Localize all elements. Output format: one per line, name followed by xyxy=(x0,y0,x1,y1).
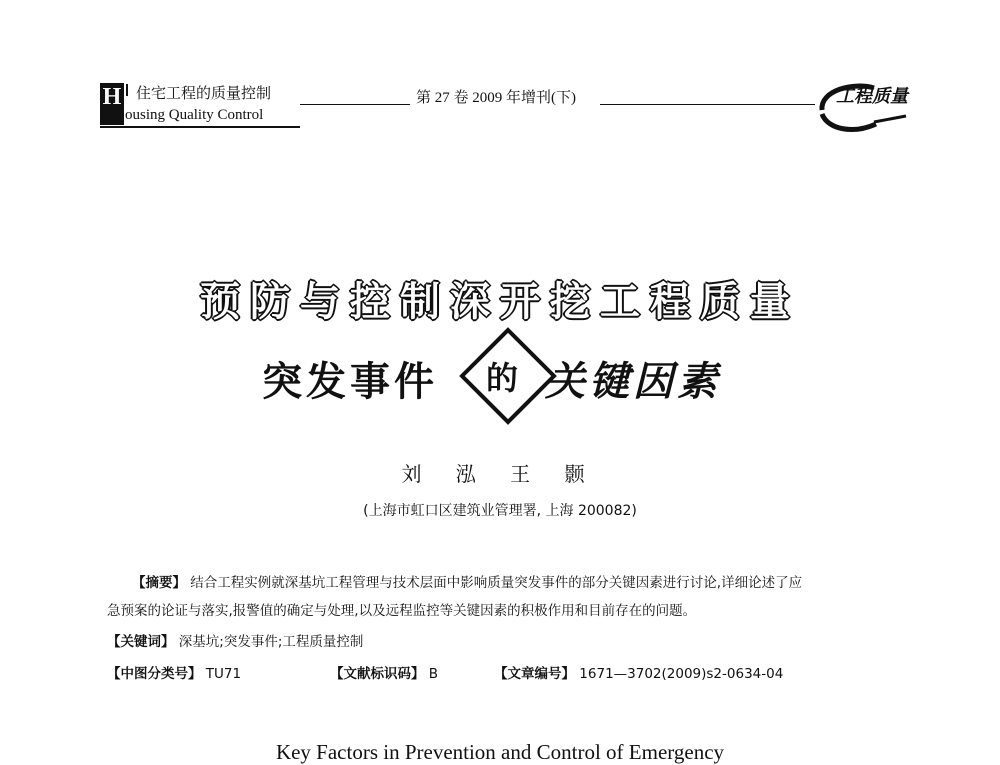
article-number-value: 1671—3702(2009)s2-0634-04 xyxy=(579,666,784,682)
article-number xyxy=(494,662,783,682)
keywords xyxy=(107,630,363,650)
abstract-line1 xyxy=(132,571,802,591)
logo-text: 工程质量 xyxy=(836,86,908,107)
affiliation: (上海市虹口区建筑业管理署, 上海 200082) xyxy=(363,503,637,519)
section-title-en: ousing Quality Control xyxy=(125,107,264,123)
authors: 刘 泓 王 颢 xyxy=(401,462,599,486)
article-number-label: 【文章编号】 xyxy=(494,666,575,682)
section-title-cn: 住宅工程的质量控制 xyxy=(136,84,272,102)
badge-tick xyxy=(126,84,128,96)
paper-title-line2-left: 突发事件 xyxy=(262,359,438,405)
keywords-value: 深基坑;突发事件;工程质量控制 xyxy=(178,634,364,650)
volume-info: 第 27 卷 2009 年增刊(下) xyxy=(416,90,576,106)
document-code xyxy=(330,662,438,682)
header-rule xyxy=(600,104,815,105)
journal-badge: H xyxy=(100,83,124,125)
classification-value: TU71 xyxy=(205,666,242,682)
paper-title-line2-right: 关键因素 xyxy=(545,359,721,405)
english-title: Key Factors in Prevention and Control of Emergency xyxy=(275,740,725,764)
document-code-label: 【文献标识码】 xyxy=(330,666,425,682)
abstract-text-2: 急预案的论证与落实,报警值的确定与处理,以及远程监控等关键因素的积极作用和目前存在的问题。 xyxy=(107,603,697,619)
classification-label: 【中图分类号】 xyxy=(107,666,202,682)
paper-title-line2-mid: 的 xyxy=(486,359,519,397)
header-underline xyxy=(100,126,300,128)
abstract-text-1: 结合工程实例就深基坑工程管理与技术层面中影响质量突发事件的部分关键因素进行讨论,详细论述了应 xyxy=(190,575,803,591)
header-rule xyxy=(300,104,410,105)
keywords-label: 【关键词】 xyxy=(107,634,175,650)
document-code-value: B xyxy=(428,666,439,682)
abstract-label: 【摘要】 xyxy=(132,575,186,591)
paper-title-line1: 预防与控制深开挖工程质量 xyxy=(200,279,800,325)
classification xyxy=(107,662,241,682)
